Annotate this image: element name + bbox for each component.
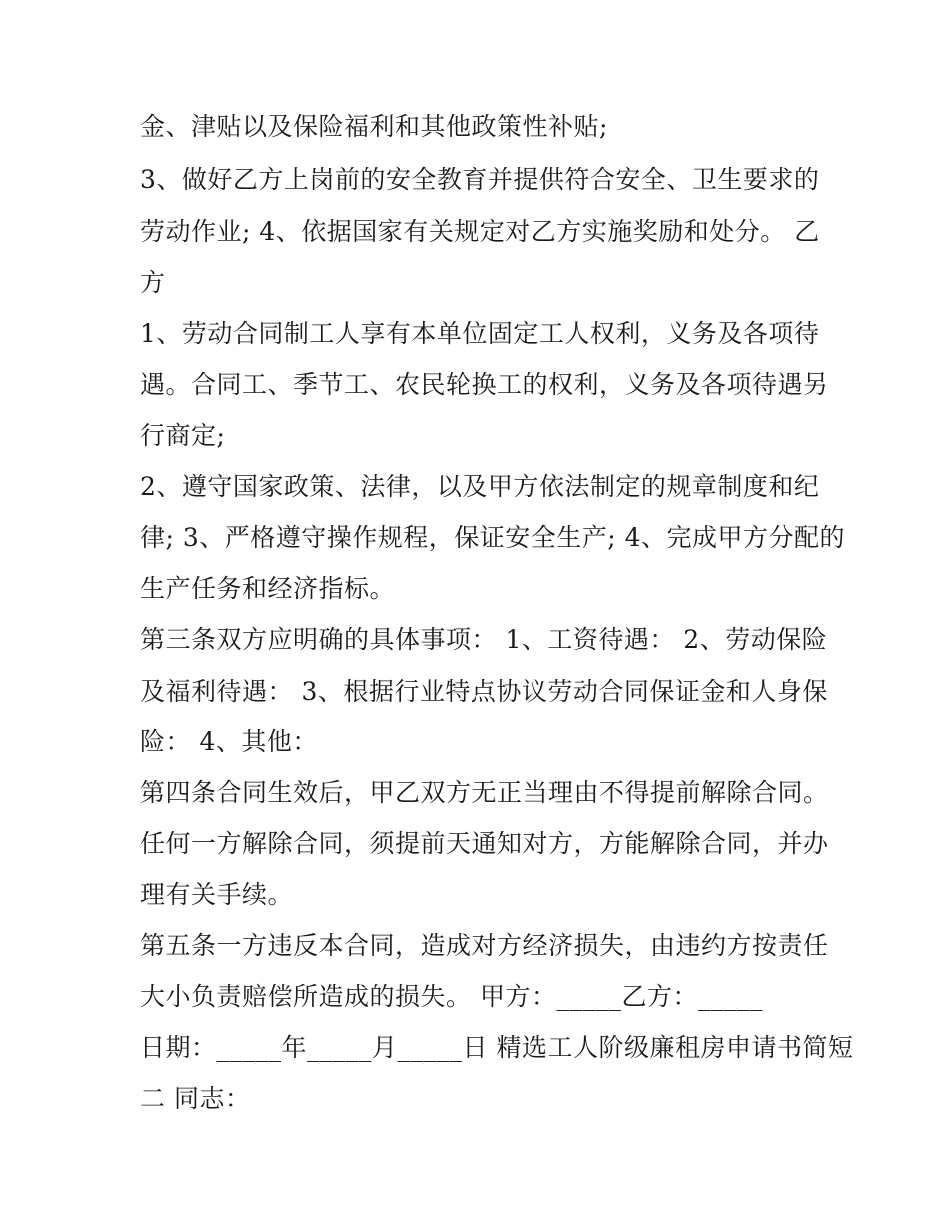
text-line: 劳动作业; 4、依据国家有关规定对乙方实施奖励和处分。 乙 <box>140 217 820 246</box>
text-line: 第三条双方应明确的具体事项： 1、工资待遇： 2、劳动保险 <box>140 625 828 654</box>
text-line: 任何一方解除合同，须提前天通知对方，方能解除合同，并办 <box>140 829 829 858</box>
text-line: 理有关手续。 <box>140 880 294 909</box>
text-line: 及福利待遇： 3、根据行业特点协议劳动合同保证金和人身保 <box>140 677 828 706</box>
text-line: 2、遵守国家政策、法律，以及甲方依法制定的规章制度和纪 <box>140 472 820 501</box>
text-line: 生产任务和经济指标。 <box>140 574 396 603</box>
text-line: 3、做好乙方上岗前的安全教育并提供符合安全、卫生要求的 <box>140 165 820 194</box>
text-line: 律; 3、严格遵守操作规程，保证安全生产; 4、完成甲方分配的 <box>140 523 846 552</box>
text-line: 金、津贴以及保险福利和其他政策性补贴; <box>140 112 608 141</box>
text-line: 1、劳动合同制工人享有本单位固定工人权利，义务及各项待 <box>140 319 820 348</box>
text-line: 第四条合同生效后，甲乙双方无正当理由不得提前解除合同。 <box>140 778 829 807</box>
text-line: 大小负责赔偿所造成的损失。 甲方：_____乙方：_____ <box>140 982 763 1011</box>
text-line: 遇。合同工、季节工、农民轮换工的权利，义务及各项待遇另 <box>140 370 829 399</box>
text-line: 行商定; <box>140 421 226 450</box>
text-line: 二 同志： <box>140 1084 251 1113</box>
text-line: 险： 4、其他： <box>140 727 318 756</box>
text-line: 日期：_____年_____月_____日 精选工人阶级廉租房申请书简短 <box>140 1033 854 1062</box>
text-line: 第五条一方违反本合同，造成对方经济损失，由违约方按责任 <box>140 931 829 960</box>
text-line: 方 <box>140 268 166 297</box>
